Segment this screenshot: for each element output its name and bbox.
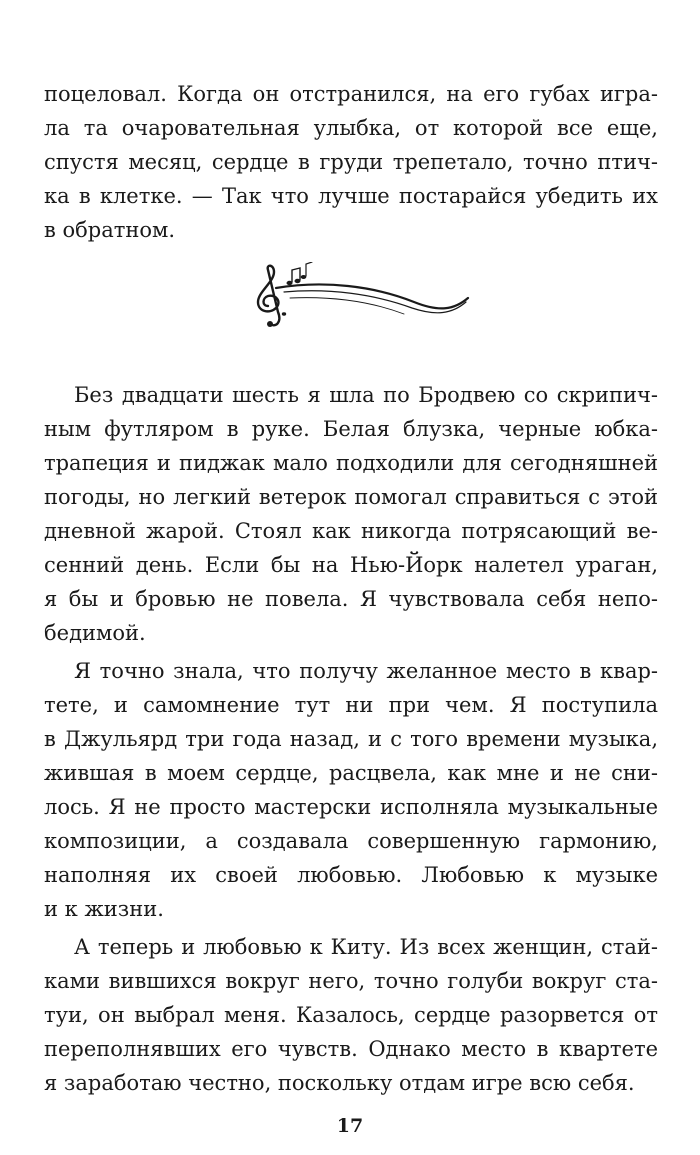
- text-line: дневной жарой. Стоял как никогда потрясающий ве-: [44, 519, 658, 543]
- text-line: переполнявших его чувств. Однако место в квартете: [44, 1037, 658, 1061]
- text-line: трапеция и пиджак мало подходили для сегодняшней: [44, 451, 658, 475]
- page-number: 17: [336, 1115, 364, 1137]
- text-line: А теперь и любовью к Киту. Из всех женщин, стай-: [74, 935, 658, 959]
- treble-clef-ornament-icon: [254, 262, 474, 334]
- text-line: ла та очаровательная улыбка, от которой все еще,: [44, 116, 658, 140]
- text-line: Без двадцати шесть я шла по Бродвею со скрипич-: [74, 383, 658, 407]
- text-line: в Джульярд три года назад, и с того времени музыка,: [44, 727, 658, 751]
- text-line: ками вившихся вокруг него, точно голуби вокруг ста-: [44, 969, 658, 993]
- text-line: композиции, а создавала совершенную гармонию,: [44, 829, 658, 853]
- text-line: лось. Я не просто мастерски исполняла музыкальные: [44, 795, 658, 819]
- text-line: спустя месяц, сердце в груди трепетало, точно птич-: [44, 150, 658, 174]
- text-line: ка в клетке. — Так что лучше постарайся убедить их: [44, 184, 658, 208]
- text-line: сенний день. Если бы на Нью-Йорк налетел ураган,: [44, 553, 658, 577]
- text-line: Я точно знала, что получу желанное место в квар-: [74, 659, 658, 683]
- text-line: бедимой.: [44, 621, 146, 645]
- text-line: я заработаю честно, поскольку отдам игре всю себя.: [44, 1071, 635, 1095]
- text-line: поцеловал. Когда он отстранился, на его губах игра-: [44, 82, 658, 106]
- text-line: ным футляром в руке. Белая блузка, черные юбка-: [44, 417, 658, 441]
- text-line: и к жизни.: [44, 897, 164, 921]
- text-line: тете, и самомнение тут ни при чем. Я поступила: [44, 693, 658, 717]
- text-line: туи, он выбрал меня. Казалось, сердце разорвется от: [44, 1003, 658, 1027]
- text-line: наполняя их своей любовью. Любовью к музыке: [44, 863, 658, 887]
- text-line: погоды, но легкий ветерок помогал справиться с этой: [44, 485, 658, 509]
- text-line: я бы и бровью не повела. Я чувствовала себя непо-: [44, 587, 658, 611]
- text-line: в обратном.: [44, 218, 176, 242]
- text-line: жившая в моем сердце, расцвела, как мне и не сни-: [44, 761, 658, 785]
